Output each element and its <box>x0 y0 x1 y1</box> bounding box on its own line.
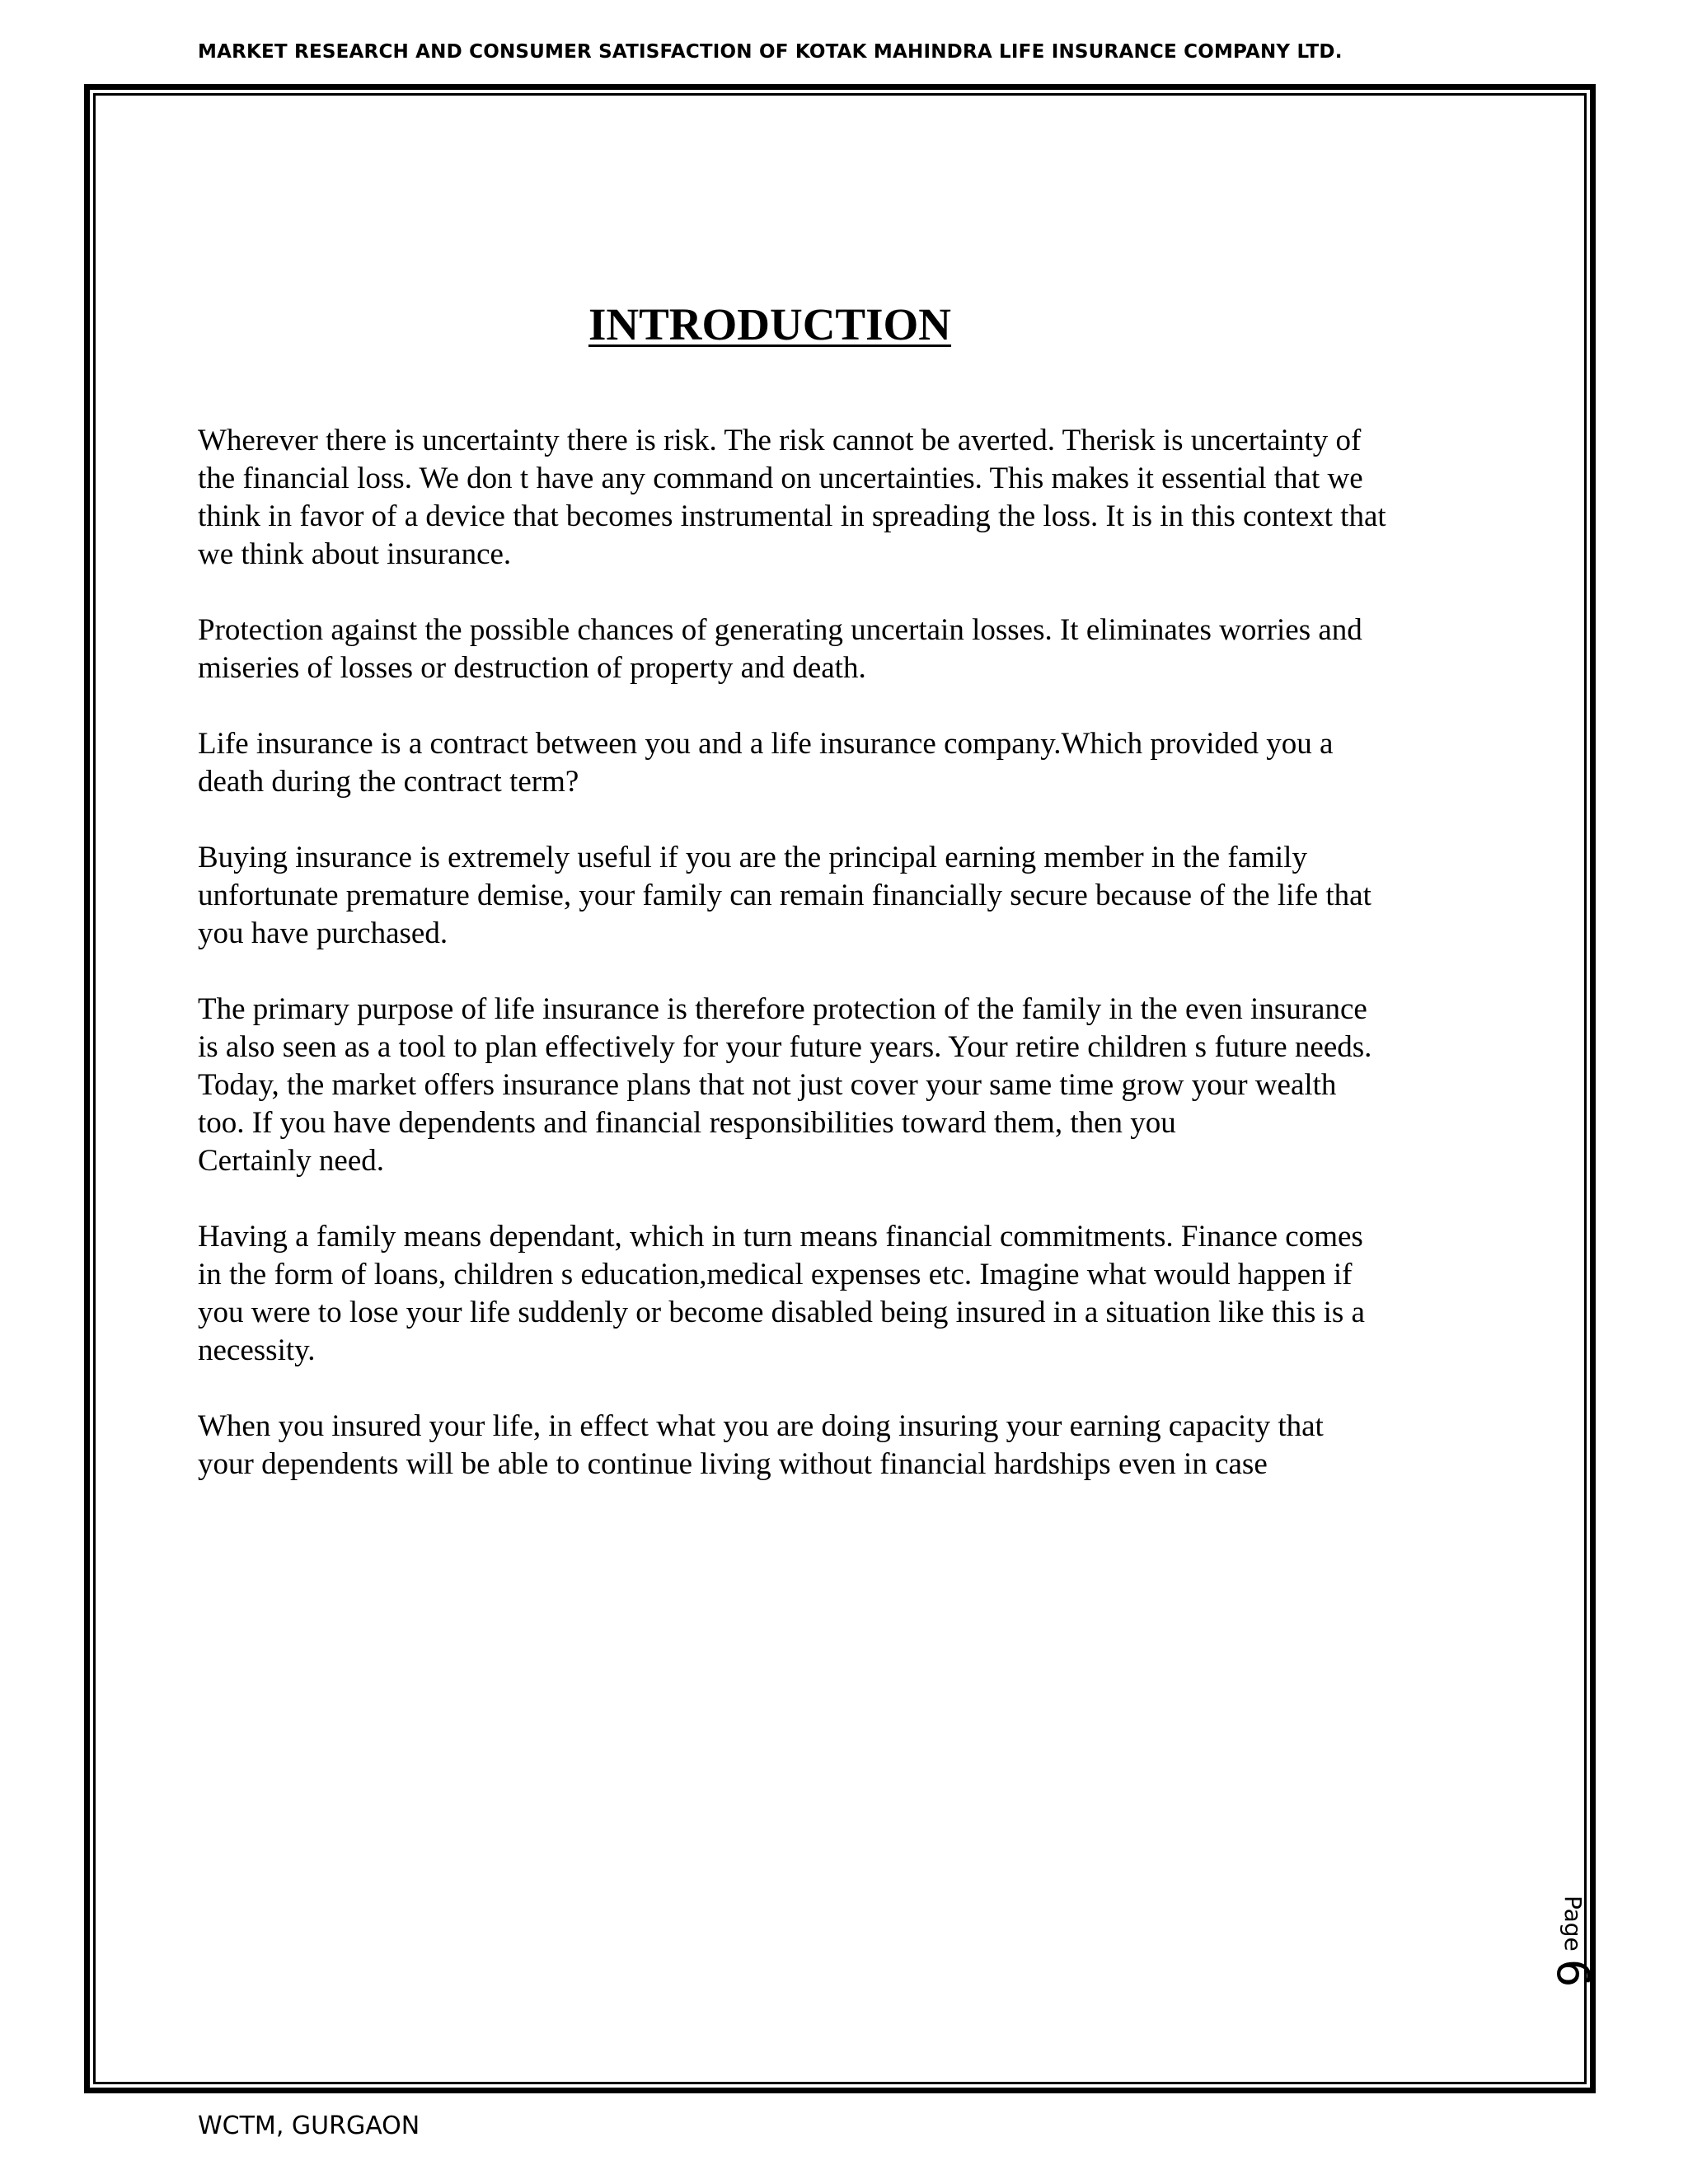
page-number: 6 <box>1547 1958 1599 1988</box>
text-line: you have purchased. <box>198 916 448 950</box>
paragraph-7 <box>198 1408 1517 1483</box>
text-line: your dependents will be able to continue living without financial hardships even in case <box>198 1447 1268 1481</box>
text-line: necessity. <box>198 1333 316 1367</box>
paragraph-5 <box>198 991 1517 1180</box>
paragraph-4 <box>198 839 1517 953</box>
text-line: Having a family means dependant, which in turn means financial commitments. Finance comes <box>198 1220 1363 1254</box>
page-number-marker <box>1547 1896 1599 2060</box>
paragraph-1 <box>198 422 1517 574</box>
text-line: Protection against the possible chances of generating uncertain losses. It eliminates worries and <box>198 613 1362 647</box>
text-line: you were to lose your life suddenly or become disabled being insured in a situation like this is a <box>198 1296 1365 1329</box>
page-label: Page <box>1559 1896 1587 1952</box>
text-line: in the form of loans, children s education,medical expenses etc. Imagine what would happen if <box>198 1258 1353 1291</box>
paragraph-3 <box>198 725 1517 801</box>
text-line: Certainly need. <box>198 1144 385 1178</box>
text-line: Wherever there is uncertainty there is risk. The risk cannot be averted. Therisk is uncertainty of <box>198 424 1362 457</box>
body-text <box>198 422 1517 1521</box>
text-line: we think about insurance. <box>198 537 512 571</box>
text-line: Life insurance is a contract between you and a life insurance company.Which provided you a <box>198 727 1334 761</box>
text-line: think in favor of a device that becomes instrumental in spreading the loss. It is in this context that <box>198 499 1386 533</box>
text-line: the financial loss. We don t have any command on uncertainties. This makes it essential that we <box>198 462 1363 495</box>
text-line: Buying insurance is extremely useful if you are the principal earning member in the family <box>198 841 1307 874</box>
text-line: unfortunate premature demise, your family can remain financially secure because of the life that <box>198 879 1372 912</box>
page-title: INTRODUCTION <box>588 299 952 349</box>
text-line: too. If you have dependents and financial responsibilities toward them, then you <box>198 1106 1176 1140</box>
text-line: death during the contract term? <box>198 765 579 799</box>
text-line: is also seen as a tool to plan effectively for your future years. Your retire children s future needs. <box>198 1030 1372 1064</box>
paragraph-2 <box>198 612 1517 687</box>
text-line: miseries of losses or destruction of property and death. <box>198 651 866 685</box>
paragraph-6 <box>198 1218 1517 1370</box>
running-header: MARKET RESEARCH AND CONSUMER SATISFACTION OF KOTAK MAHINDRA LIFE INSURANCE COMPANY LTD. <box>198 41 1343 63</box>
running-footer: WCTM, GURGAON <box>198 2111 420 2140</box>
text-line: When you insured your life, in effect what you are doing insuring your earning capacity that <box>198 1409 1324 1443</box>
text-line: Today, the market offers insurance plans that not just cover your same time grow your wealth <box>198 1068 1337 1102</box>
text-line: The primary purpose of life insurance is therefore protection of the family in the even insurance <box>198 992 1367 1026</box>
